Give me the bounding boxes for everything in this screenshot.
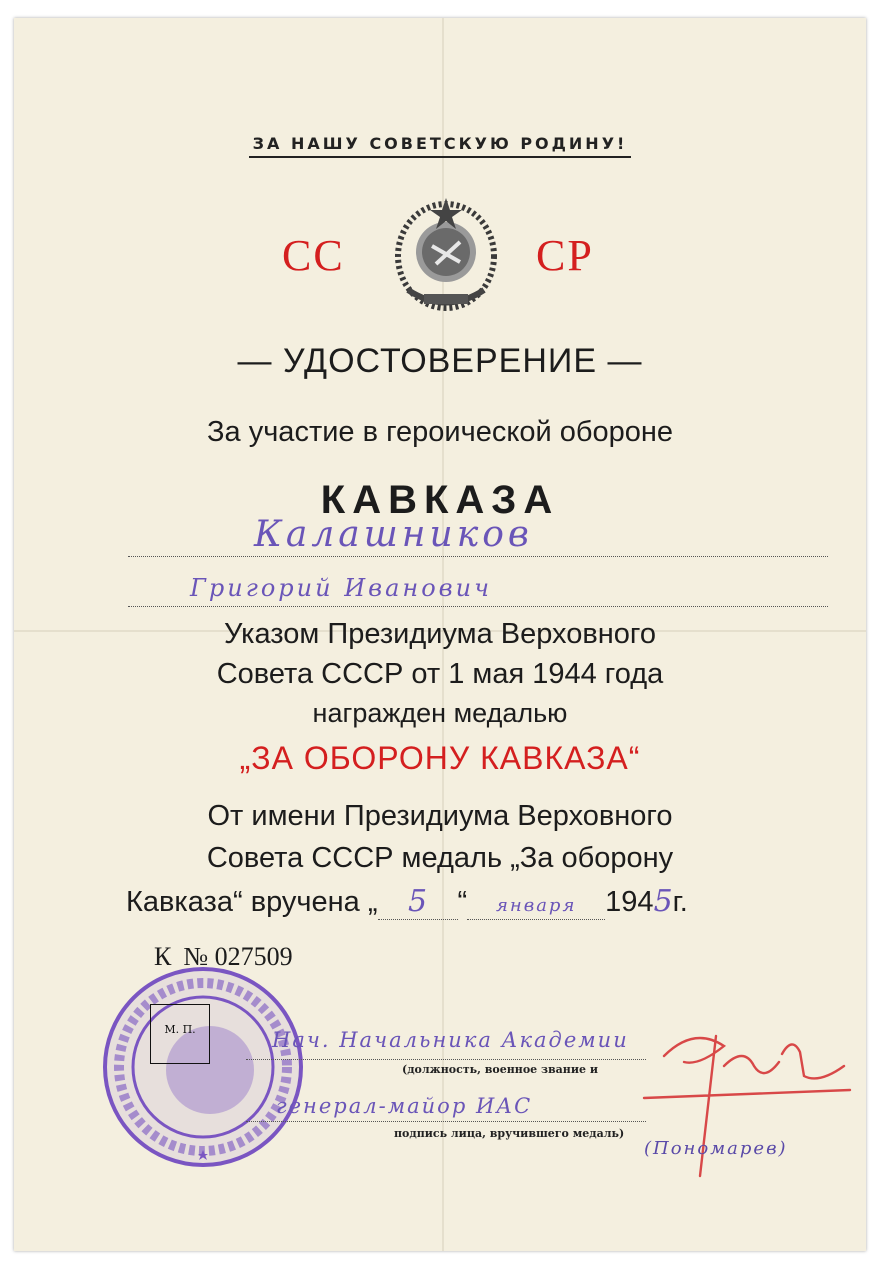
ussr-left: СС: [282, 231, 345, 280]
recipient-surname: Калашников: [254, 514, 533, 555]
rank-field: [246, 1120, 646, 1122]
signer-rank: генерал-майор ИАС: [276, 1094, 533, 1118]
decree-line-3: награжден медалью: [312, 698, 568, 728]
seal-place-box: М. П.: [150, 1004, 210, 1064]
participation-line: За участие в героической обороне: [207, 416, 673, 448]
region-title: КАВКАЗА: [320, 478, 560, 522]
recipient-name: Григорий Иванович: [190, 574, 493, 602]
state-emblem-icon: [386, 190, 506, 320]
position-caption: (должность, военное звание и: [402, 1063, 598, 1076]
signature-caption: подпись лица, вручившего медаль): [394, 1127, 625, 1140]
day-field: [378, 884, 458, 920]
document-title: — УДОСТОВЕРЕНИЕ —: [237, 342, 643, 380]
signer-position: Нач. Начальника Академии: [272, 1028, 629, 1052]
presented-line-2: Совета СССР медаль „За оборону: [206, 842, 674, 874]
month-field: [467, 886, 605, 920]
presented-line-3: Кавказа“ вручена „ 5 “ января 1945г.: [126, 884, 688, 919]
ussr-right: СР: [536, 231, 594, 280]
signature-mark: [604, 1006, 854, 1186]
official-stamp-icon: [98, 962, 308, 1172]
motto: ЗА НАШУ СОВЕТСКУЮ РОДИНУ!: [14, 134, 866, 153]
certificate-sheet: [14, 18, 866, 1251]
award-day: 5: [407, 884, 428, 919]
serial-number: К № 027509: [154, 942, 293, 971]
award-month: января: [495, 895, 577, 916]
decree-line-2: Совета СССР от 1 мая 1944 года: [216, 658, 664, 690]
award-year-digit: 5: [653, 884, 673, 919]
medal-name: „ЗА ОБОРОНУ КАВКАЗА“: [239, 740, 641, 776]
decree-line-1: Указом Президиума Верховного: [224, 618, 656, 650]
signer-name: (Пономарев): [644, 1138, 788, 1159]
presented-line-1: От имени Президиума Верховного: [207, 800, 673, 832]
position-field: [246, 1058, 646, 1060]
